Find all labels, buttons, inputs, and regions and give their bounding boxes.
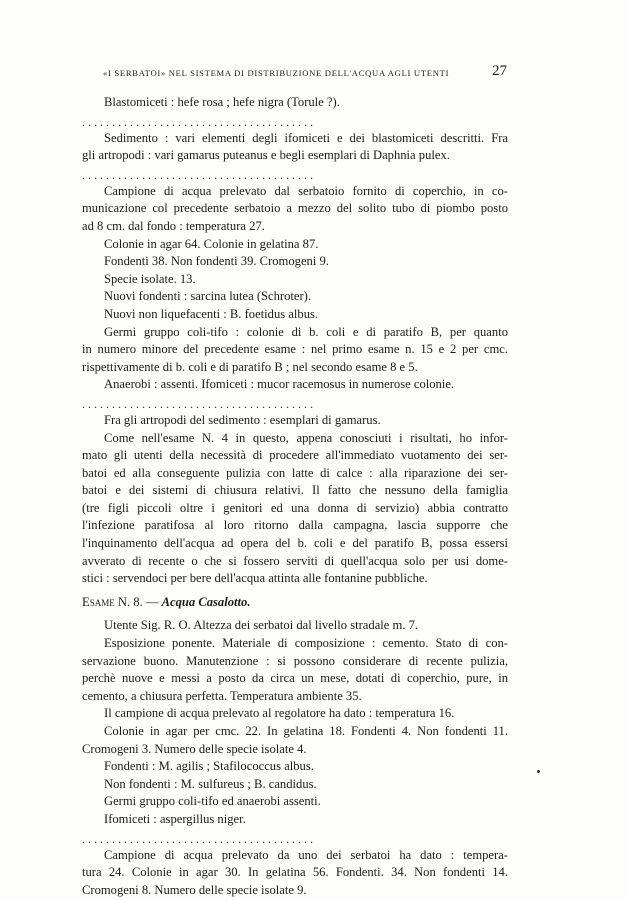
scan-speck bbox=[537, 770, 540, 773]
text-line: Utente Sig. R. O. Altezza dei serbatoi dal livello stradale m. 7. bbox=[104, 618, 419, 633]
dotted-separator: . . . . . . . . . . . . . . . . . . . . . . . . . . . . . . . . . . . . . . . bbox=[82, 396, 313, 411]
dotted-separator: . . . . . . . . . . . . . . . . . . . . . . . . . . . . . . . . . . . . . . . bbox=[82, 831, 313, 846]
text-line: Colonie in agar per cmc. 22. In gelatina 18. Fondenti 4. Non fondenti 11. bbox=[104, 724, 508, 738]
text-line: Fondenti 38. Non fondenti 39. Cromogeni 9. bbox=[104, 254, 329, 269]
text-line: servazione buono. Manutenzione : si possono considerare di recente pulizia, bbox=[82, 653, 508, 668]
text-line: (tre figli piccoli oltre i genitori ed una donna di servizio) abbia contratto bbox=[82, 500, 508, 515]
text-line: perchè nuove e messi a posto da circa un mese, dotati di coperchio, pure, in bbox=[82, 671, 508, 686]
text-line: Il campione di acqua prelevato al regolatore ha dato : temperatura 16. bbox=[104, 706, 455, 721]
page-number: 27 bbox=[492, 63, 507, 79]
text-line: in numero minore del precedente esame : nel primo esame n. 15 e 2 per cmc. bbox=[82, 342, 508, 357]
text-line: Sedimento : vari elementi degli ifomiceti e dei blastomiceti descritti. Fra bbox=[104, 130, 508, 145]
text-line: ad 8 cm. dal fondo : temperatura 27. bbox=[82, 218, 265, 233]
exam-title: Acqua Casalotto. bbox=[161, 594, 251, 609]
text-line: l'infezione paratifosa al loro ritorno dalla campagna, lascia supporre che bbox=[82, 518, 508, 533]
text-line: batoi ed alla conseguente pulizia con latte di calce : alla riparazione dei ser- bbox=[82, 465, 508, 480]
text-line: batoi e dei sistemi di chiusura relativi. Il fatto che nessuno della famiglia bbox=[82, 483, 508, 498]
exam-label: Esame N. 8. — bbox=[82, 594, 159, 609]
text-line: Fra gli artropodi del sedimento : esemplari di gamarus. bbox=[104, 412, 381, 427]
text-line: Specie isolate. 13. bbox=[104, 271, 196, 286]
text-line: tura 24. Colonie in agar 30. In gelatina 56. Fondenti. 34. Non fondenti 14. bbox=[82, 865, 508, 880]
text-line: Germi gruppo coli-tifo : colonie di b. coli e di paratifo B, per quanto bbox=[104, 324, 508, 339]
text-line: rispettivamente di b. coli e di paratifo B ; nel secondo esame 8 e 5. bbox=[82, 359, 418, 374]
text-line: Ifomiceti : aspergillus niger. bbox=[104, 811, 246, 826]
text-line: municazione col precedente serbatoio a mezzo del solito tubo di piombo posto bbox=[82, 201, 508, 216]
text-line: Esposizione ponente. Materiale di composizione : cemento. Stato di con- bbox=[104, 636, 508, 651]
running-header: «I SERBATOI» NEL SISTEMA DI DISTRIBUZIONE DELL'ACQUA AGLI UTENTI bbox=[103, 68, 450, 78]
text-line: Come nell'esame N. 4 in questo, appena conosciuti i risultati, ho infor- bbox=[104, 430, 508, 445]
dotted-separator: . . . . . . . . . . . . . . . . . . . . . . . . . . . . . . . . . . . . . . . bbox=[82, 167, 313, 182]
text-line: Cromogeni 3. Numero delle specie isolate 4. bbox=[82, 741, 307, 756]
text-line: Germi gruppo coli-tifo ed anaerobi assenti. bbox=[104, 794, 321, 809]
text-line: avverato di recente o che si fossero serviti di quell'acqua solo per usi dome- bbox=[82, 553, 508, 568]
text-line: Non fondenti : M. sulfureus ; B. candidus. bbox=[104, 776, 317, 791]
text-line: Cromogeni 8. Numero delle specie isolate 9. bbox=[82, 882, 307, 897]
exam-heading bbox=[82, 594, 508, 612]
text-line: Campione di acqua prelevato dal serbatoio fornito di coperchio, in co- bbox=[104, 183, 508, 198]
text-line: Campione di acqua prelevato da uno dei serbatoi ha dato : tempera- bbox=[104, 847, 508, 862]
dotted-separator: . . . . . . . . . . . . . . . . . . . . . . . . . . . . . . . . . . . . . . . bbox=[82, 114, 313, 129]
text-line: mato gli utenti della necessità di procedere all'immediato vuotamento dei ser- bbox=[82, 448, 508, 463]
text-line: Fondenti : M. agilis ; Stafilococcus albus. bbox=[104, 759, 314, 774]
text-line: Colonie in agar 64. Colonie in gelatina 87. bbox=[104, 236, 319, 251]
text-line: Nuovi fondenti : sarcina lutea (Schroter). bbox=[104, 289, 312, 304]
text-line: Blastomiceti : hefe rosa ; hefe nigra (Torule ?). bbox=[104, 95, 340, 109]
text-line: stici : servendoci per bere dell'acqua attinta alle fontanine pubbliche. bbox=[82, 571, 428, 586]
text-line: gli artropodi : vari gamarus puteanus e begli esemplari di Daphnia pulex. bbox=[82, 148, 450, 163]
text-line: cemento, a chiusura perfetta. Temperatura ambiente 35. bbox=[82, 688, 362, 703]
page-body bbox=[82, 94, 508, 899]
text-line: Anaerobi : assenti. Ifomiceti : mucor racemosus in numerose colonie. bbox=[104, 377, 455, 392]
text-line: Nuovi non liquefacenti : B. foetidus albus. bbox=[104, 306, 319, 321]
text-line: l'inquinamento dell'acqua ad opera del b. coli e del paratifo B, possa essersi bbox=[82, 536, 508, 551]
